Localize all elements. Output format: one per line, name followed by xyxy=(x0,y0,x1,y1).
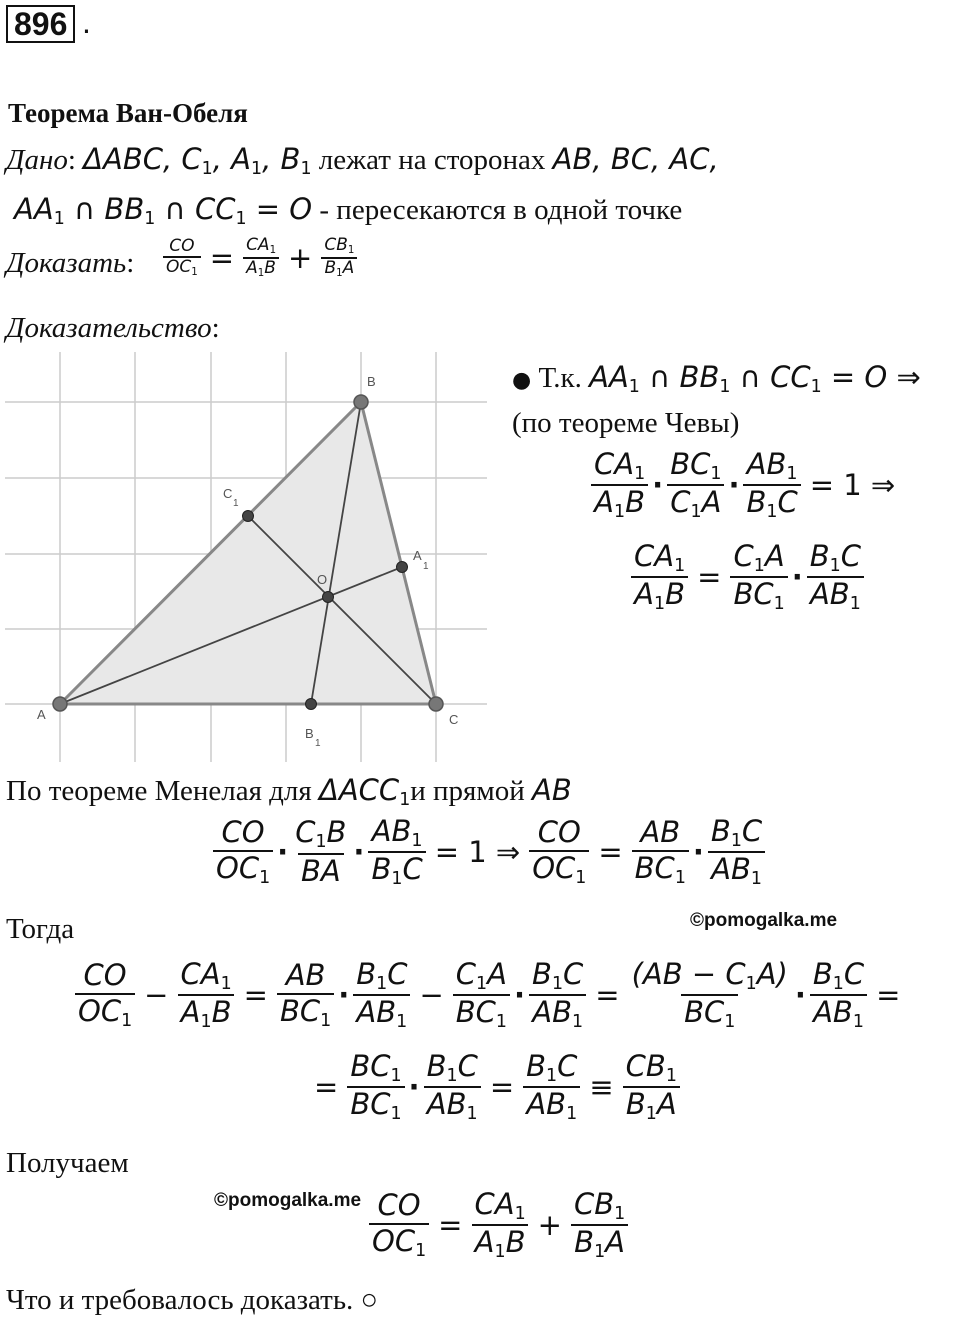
qed-text: Что и требовалось доказать. ○ xyxy=(6,1284,379,1316)
triangle-figure xyxy=(5,352,487,762)
menelaus-line: По теореме Менелая для $\Delta ACC_1и$ прямой AB xyxy=(6,773,572,811)
ceva-formula: $\frac{CA_1}{A_1B}$ · $\frac{BC_1}{C_1A}$ · $\frac{AB_1}{B_1C}$ = 1 ⇒ xyxy=(588,448,901,522)
point-c xyxy=(429,697,443,711)
then-label: Тогда xyxy=(6,913,75,945)
label-b: B xyxy=(367,374,376,389)
point-a xyxy=(53,697,67,711)
label-c: C xyxy=(449,712,459,727)
label-o: O xyxy=(317,572,328,587)
then-formula-2: = $\frac{BC_1}{BC_1}$ · $\frac{B_1C}{AB_1}$ = $\frac{B_1C}{AB_1}$ ≡ $\frac{CB_1}{B_1A}$ xyxy=(308,1050,683,1124)
proof-label: Доказательство xyxy=(6,312,212,344)
prove-formula: $\frac{CO}{OC_1}$ = $\frac{CA_1}{A_1B}$ + $\frac{CB_1}{B_1A}$ xyxy=(160,236,360,280)
bullet-tk: Т.к. xyxy=(538,362,582,394)
label-c1: C xyxy=(223,486,233,501)
given-text: лежат на сторонах xyxy=(318,144,546,176)
point-a1 xyxy=(397,562,408,573)
menelaus-text: По теореме Менелая для xyxy=(6,775,312,807)
label-b1: B xyxy=(305,726,314,741)
watermark-1: ©pomogalka.me xyxy=(690,910,838,931)
intersect-text: - пересекаются в одной точке xyxy=(319,194,683,226)
result-label: Получаем xyxy=(6,1147,129,1179)
menelaus-line-text: и прямой xyxy=(410,775,525,807)
prove-label: Доказать xyxy=(6,247,127,279)
label-a: A xyxy=(37,707,46,722)
point-b1 xyxy=(306,699,317,710)
watermark-2: ©pomogalka.me xyxy=(214,1190,362,1211)
intersect-line: $AA_1$ ∩ $BB_1$ ∩ $CC_1 = O$ - пересекаются в одной точке xyxy=(14,192,683,230)
ceva-text: (по теореме Чевы) xyxy=(512,407,740,439)
label-a1-sub: 1 xyxy=(423,561,429,572)
menelaus-formula: $\frac{CO}{OC_1}$ · $\frac{C_1B}{BA}$ · $\frac{AB_1}{B_1C}$ = 1 ⇒ $\frac{CO}{OC_1}$ = $\frac{AB}{BC_1}$ · $\frac{B_1C}{AB_1}$ xyxy=(210,815,768,889)
triangle-abc xyxy=(60,402,436,704)
point-b xyxy=(354,395,368,409)
result-formula: $\frac{CO}{OC_1}$ = $\frac{CA_1}{A_1B}$ + $\frac{CB_1}{B_1A}$ xyxy=(366,1188,631,1262)
label-a1: A xyxy=(413,548,422,563)
problem-number: 896 xyxy=(6,5,75,43)
prove-label-line: Доказать: xyxy=(6,247,135,279)
point-c1 xyxy=(243,511,254,522)
then-formula-1: $\frac{CO}{OC_1}$ − $\frac{CA_1}{A_1B}$ = $\frac{AB}{BC_1}$ · $\frac{B_1C}{AB_1}$ − $\frac{C_1A}{BC_1}$ · $\frac{B_1C}{AB_1}$ = $\frac{(AB - C_1A)}{BC_1}$ · $\frac{B_1C}{AB_1}$ = xyxy=(72,958,906,1032)
bullet-line: ● Т.к. $AA_1$ ∩ $BB_1$ ∩ $CC_1 = O$ ⇒ xyxy=(512,360,921,398)
ceva-consequence: $\frac{CA_1}{A_1B}$ = $\frac{C_1A}{BC_1}$ · $\frac{B_1C}{AB_1}$ xyxy=(628,540,867,614)
given-line: Дано: ΔABC, $C_1$, $A_1$, $B_1$ лежат на сторонах AB, BC, AC, xyxy=(6,142,719,180)
point-o xyxy=(323,592,334,603)
label-c1-sub: 1 xyxy=(233,498,239,509)
given-label: Дано xyxy=(6,144,68,176)
proof-label-line: Доказательство: xyxy=(6,312,220,344)
theorem-title: Теорема Ван-Обеля xyxy=(8,98,248,128)
label-b1-sub: 1 xyxy=(315,738,321,749)
problem-number-dot: . xyxy=(82,4,91,40)
